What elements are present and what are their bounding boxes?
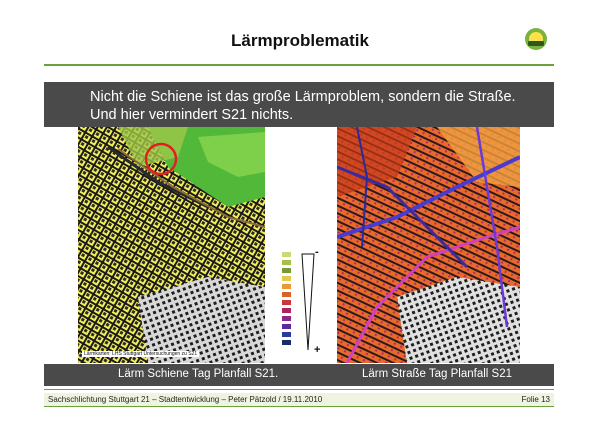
legend-chip-2: [282, 260, 291, 265]
footer-divider: [44, 389, 554, 390]
footer-event-info: Sachschlichtung Stuttgart 21 – Stadtentwicklung – Peter Pätzold / 19.11.2010: [48, 395, 323, 404]
legend-chip-3: [282, 268, 291, 273]
noise-legend: [282, 246, 332, 360]
rail-noise-map: [78, 127, 265, 363]
legend-chip-9: [282, 316, 291, 321]
rail-map-caption: Lärm Schiene Tag Planfall S21.: [118, 368, 279, 380]
legend-chip-10: [282, 324, 291, 329]
legend-wedge-icon: [300, 252, 316, 352]
road-map-caption: Lärm Straße Tag Planfall S21: [362, 368, 513, 380]
slide-number: Folie 13: [521, 395, 550, 404]
statement-banner: [44, 82, 554, 127]
banner-line-1: Nicht die Schiene ist das große Lärmproblem, sondern die Straße.: [90, 89, 516, 105]
party-logo-icon: [524, 27, 548, 51]
banner-line-2: Und hier vermindert S21 nichts.: [90, 107, 294, 123]
slide-footer: [44, 393, 554, 407]
map-source-note: Lärmkarten: LHS Stuttgart Untersuchungen zu S21: [84, 351, 198, 357]
legend-chip-5: [282, 284, 291, 289]
legend-chip-6: [282, 292, 291, 297]
legend-chip-11: [282, 332, 291, 337]
title-divider: [44, 64, 554, 66]
legend-chip-7: [282, 300, 291, 305]
road-noise-map: [337, 127, 520, 363]
legend-minus-label: -: [315, 246, 319, 258]
slide-title: Lärmproblematik: [231, 31, 369, 50]
legend-chip-4: [282, 276, 291, 281]
legend-chip-8: [282, 308, 291, 313]
caption-bar: [44, 364, 554, 386]
legend-chip-12: [282, 340, 291, 345]
legend-chip-1: [282, 252, 291, 257]
legend-plus-label: +: [314, 344, 321, 356]
